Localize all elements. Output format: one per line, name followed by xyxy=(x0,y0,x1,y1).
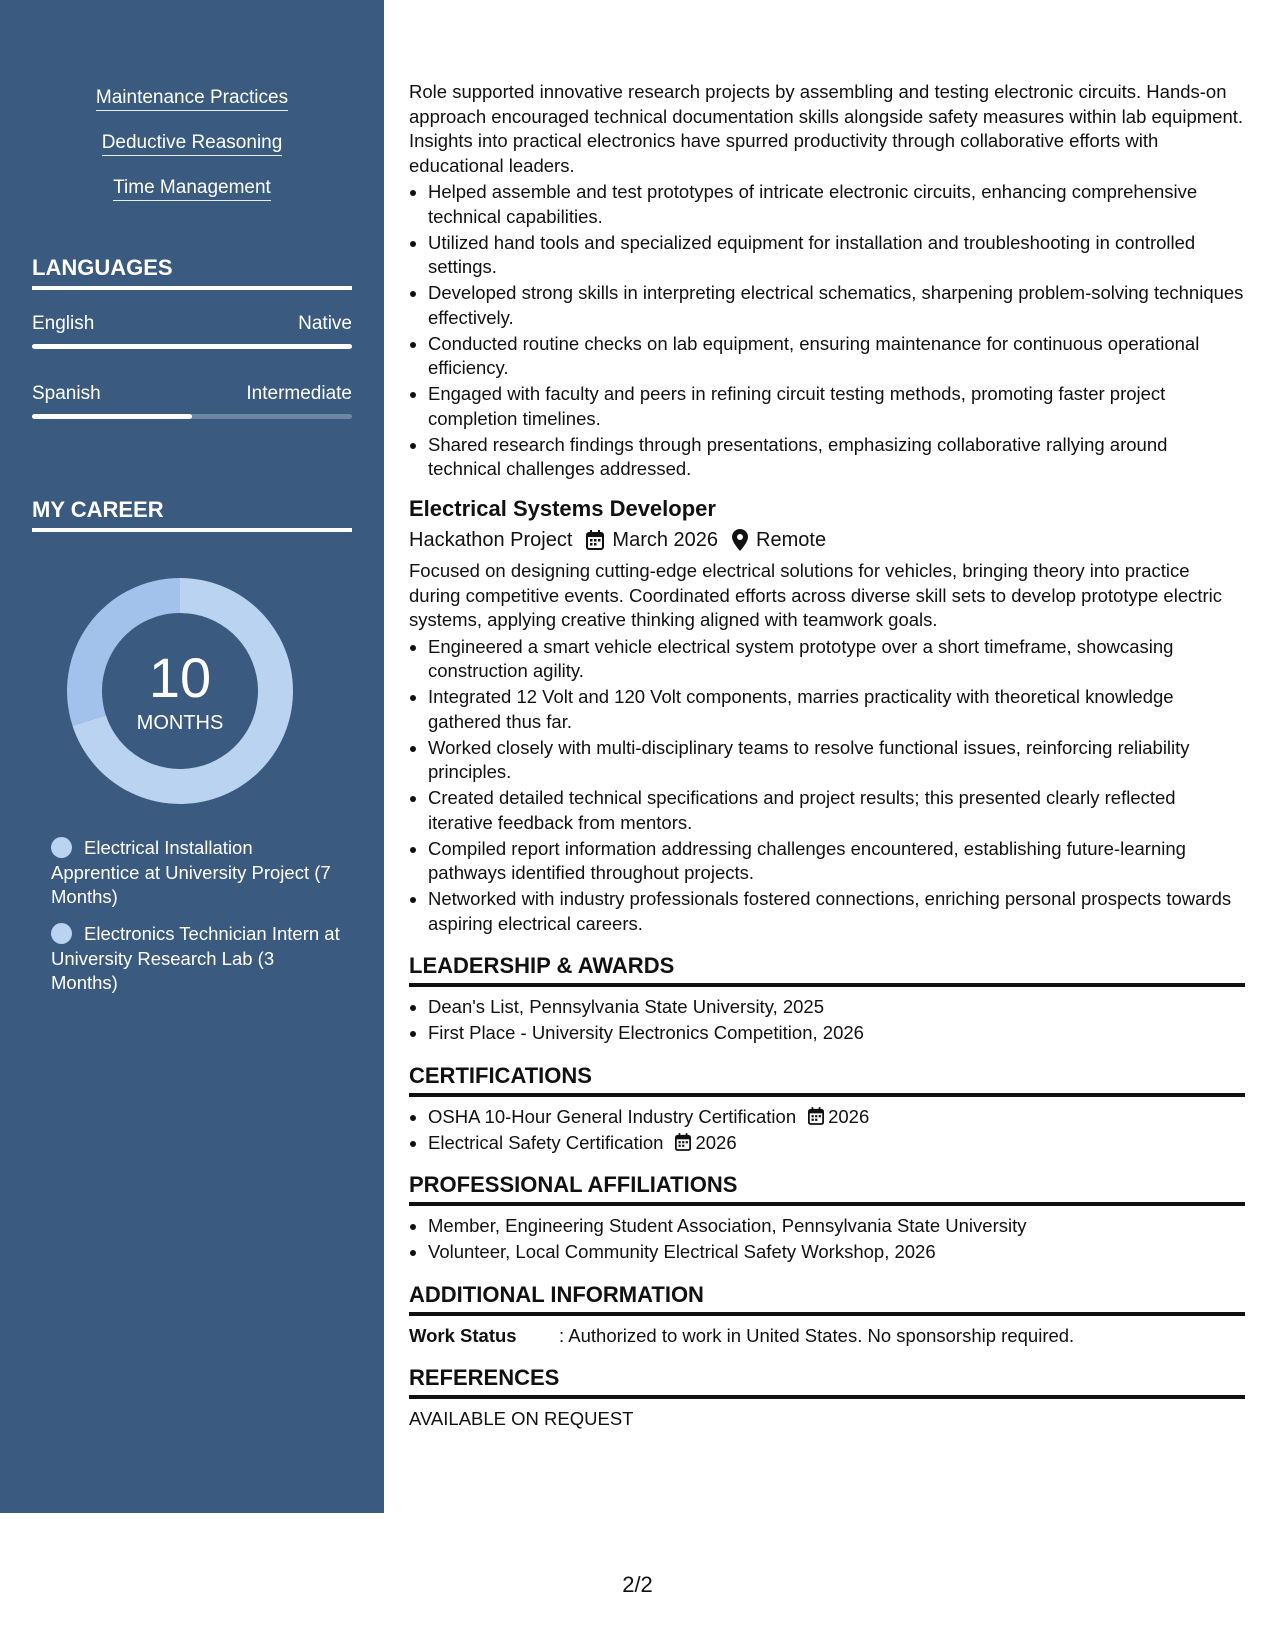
language-name: English xyxy=(32,313,95,334)
certification-name: Electrical Safety Certification xyxy=(428,1131,664,1153)
job-bullet: • Shared research findings through presentations, emphasizing collaborative rallying around technical challenges addressed. xyxy=(428,433,1245,482)
language-level: Intermediate xyxy=(246,383,352,404)
job-meta xyxy=(409,528,1245,553)
certification-year: 2026 xyxy=(828,1105,870,1127)
additional-info-heading: ADDITIONAL INFORMATION xyxy=(409,1281,1245,1316)
skill-label: Time Management xyxy=(113,177,271,201)
legend-dot xyxy=(51,837,72,858)
calendar-icon xyxy=(675,1133,691,1151)
career-legend-item xyxy=(51,836,341,910)
awards-heading: LEADERSHIP & AWARDS xyxy=(409,952,1245,987)
language-name: Spanish xyxy=(32,383,101,404)
calendar-icon xyxy=(808,1107,824,1125)
job-bullet: • Worked closely with multi-disciplinary teams to resolve functional issues, reinforcing reliability principles. xyxy=(428,736,1245,785)
affiliation-item: • Volunteer, Local Community Electrical Safety Workshop, 2026 xyxy=(428,1240,1245,1265)
skill-label: Maintenance Practices xyxy=(96,87,288,111)
career-legend-text: Electrical Installation Apprentice at University Project (7 Months) xyxy=(51,837,331,907)
job-bullet: • Integrated 12 Volt and 120 Volt components, marries practicality with theoretical knowledge gathered thus far. xyxy=(428,685,1245,734)
job-bullet: • Utilized hand tools and specialized equipment for installation and troubleshooting in controlled settings. xyxy=(428,231,1245,280)
career-total-unit: MONTHS xyxy=(136,712,224,734)
skill-item xyxy=(0,87,384,109)
certification-year: 2026 xyxy=(695,1131,737,1153)
job-bullet: • Compiled report information addressing challenges encountered, establishing future-learning pathways identified throughout projects. xyxy=(428,837,1245,886)
language-bar-fill xyxy=(32,344,352,349)
career-legend-item xyxy=(51,922,341,996)
job-summary: Role supported innovative research projects by assembling and testing electronic circuits. Hands-on approach encouraged technical documentation skills alongside safety measures within lab equipment. Insights into practical electronics have spurred productivity through collaborative efforts with educational leaders. xyxy=(409,81,1244,176)
language-bar xyxy=(32,344,352,349)
job-bullet: • Conducted routine checks on lab equipment, ensuring maintenance for continuous operational efficiency. xyxy=(428,332,1245,381)
language-level: Native xyxy=(298,313,352,334)
certification-item xyxy=(428,1131,1245,1156)
job-bullet: • Helped assemble and test prototypes of intricate electronic circuits, enhancing comprehensive technical capabilities. xyxy=(428,180,1245,229)
career-total-months: 10 xyxy=(148,646,212,709)
job-bullet: • Developed strong skills in interpreting electrical schematics, sharpening problem-solving techniques effectively. xyxy=(428,281,1245,330)
calendar-icon xyxy=(586,530,604,550)
career-heading: MY CAREER xyxy=(32,497,352,532)
page-number: 2/2 xyxy=(622,1572,653,1597)
job-bullets xyxy=(409,635,1245,937)
main-content xyxy=(409,80,1245,1432)
work-status-value: : Authorized to work in United States. No sponsorship required. xyxy=(559,1324,1075,1346)
awards-list xyxy=(409,995,1245,1046)
work-status-label: Work Status xyxy=(409,1324,517,1346)
job-bullet: • Engaged with faculty and peers in refining circuit testing methods, promoting faster project completion timelines. xyxy=(428,382,1245,431)
job-date: March 2026 xyxy=(612,528,719,551)
skill-label: Deductive Reasoning xyxy=(102,132,283,156)
certifications-heading: CERTIFICATIONS xyxy=(409,1062,1245,1097)
job-bullet: • Engineered a smart vehicle electrical system prototype over a short timeframe, showcasing construction agility. xyxy=(428,635,1245,684)
language-bar xyxy=(32,414,352,419)
job-bullet: • Networked with industry professionals fostered connections, enriching personal prospects towards aspiring electrical careers. xyxy=(428,887,1245,936)
work-status-row xyxy=(409,1324,1245,1349)
certification-item xyxy=(428,1105,1245,1130)
references-heading: REFERENCES xyxy=(409,1364,1245,1399)
certification-name: OSHA 10-Hour General Industry Certification xyxy=(428,1105,797,1127)
affiliations-heading: PROFESSIONAL AFFILIATIONS xyxy=(409,1171,1245,1206)
affiliations-list xyxy=(409,1214,1245,1265)
job-title: Electrical Systems Developer xyxy=(409,495,716,521)
skill-item xyxy=(0,177,384,199)
languages-heading: LANGUAGES xyxy=(32,255,352,290)
legend-dot xyxy=(51,923,72,944)
job-bullets xyxy=(409,180,1245,482)
award-item: • First Place - University Electronics Competition, 2026 xyxy=(428,1021,1245,1046)
job-summary: Focused on designing cutting-edge electrical solutions for vehicles, bringing theory into practice during competitive events. Coordinated efforts across diverse skill sets to develop prototype electric systems, applying creative thinking aligned with teamwork goals. xyxy=(409,560,1223,630)
affiliation-item: • Member, Engineering Student Association, Pennsylvania State University xyxy=(428,1214,1245,1239)
skill-item xyxy=(0,132,384,154)
job-bullet: • Created detailed technical specifications and project results; this presented clearly reflected iterative feedback from mentors. xyxy=(428,786,1245,835)
language-bar-fill xyxy=(32,414,192,419)
certifications-list xyxy=(409,1105,1245,1156)
language-row xyxy=(32,383,352,405)
sidebar xyxy=(0,0,384,1513)
references-text: AVAILABLE ON REQUEST xyxy=(409,1408,634,1429)
location-pin-icon xyxy=(732,529,748,551)
job-location: Remote xyxy=(756,528,827,551)
language-row xyxy=(32,313,352,335)
job-company: Hackathon Project xyxy=(409,528,573,551)
award-item: • Dean's List, Pennsylvania State University, 2025 xyxy=(428,995,1245,1020)
career-legend-text: Electronics Technician Intern at University Research Lab (3 Months) xyxy=(51,923,340,993)
